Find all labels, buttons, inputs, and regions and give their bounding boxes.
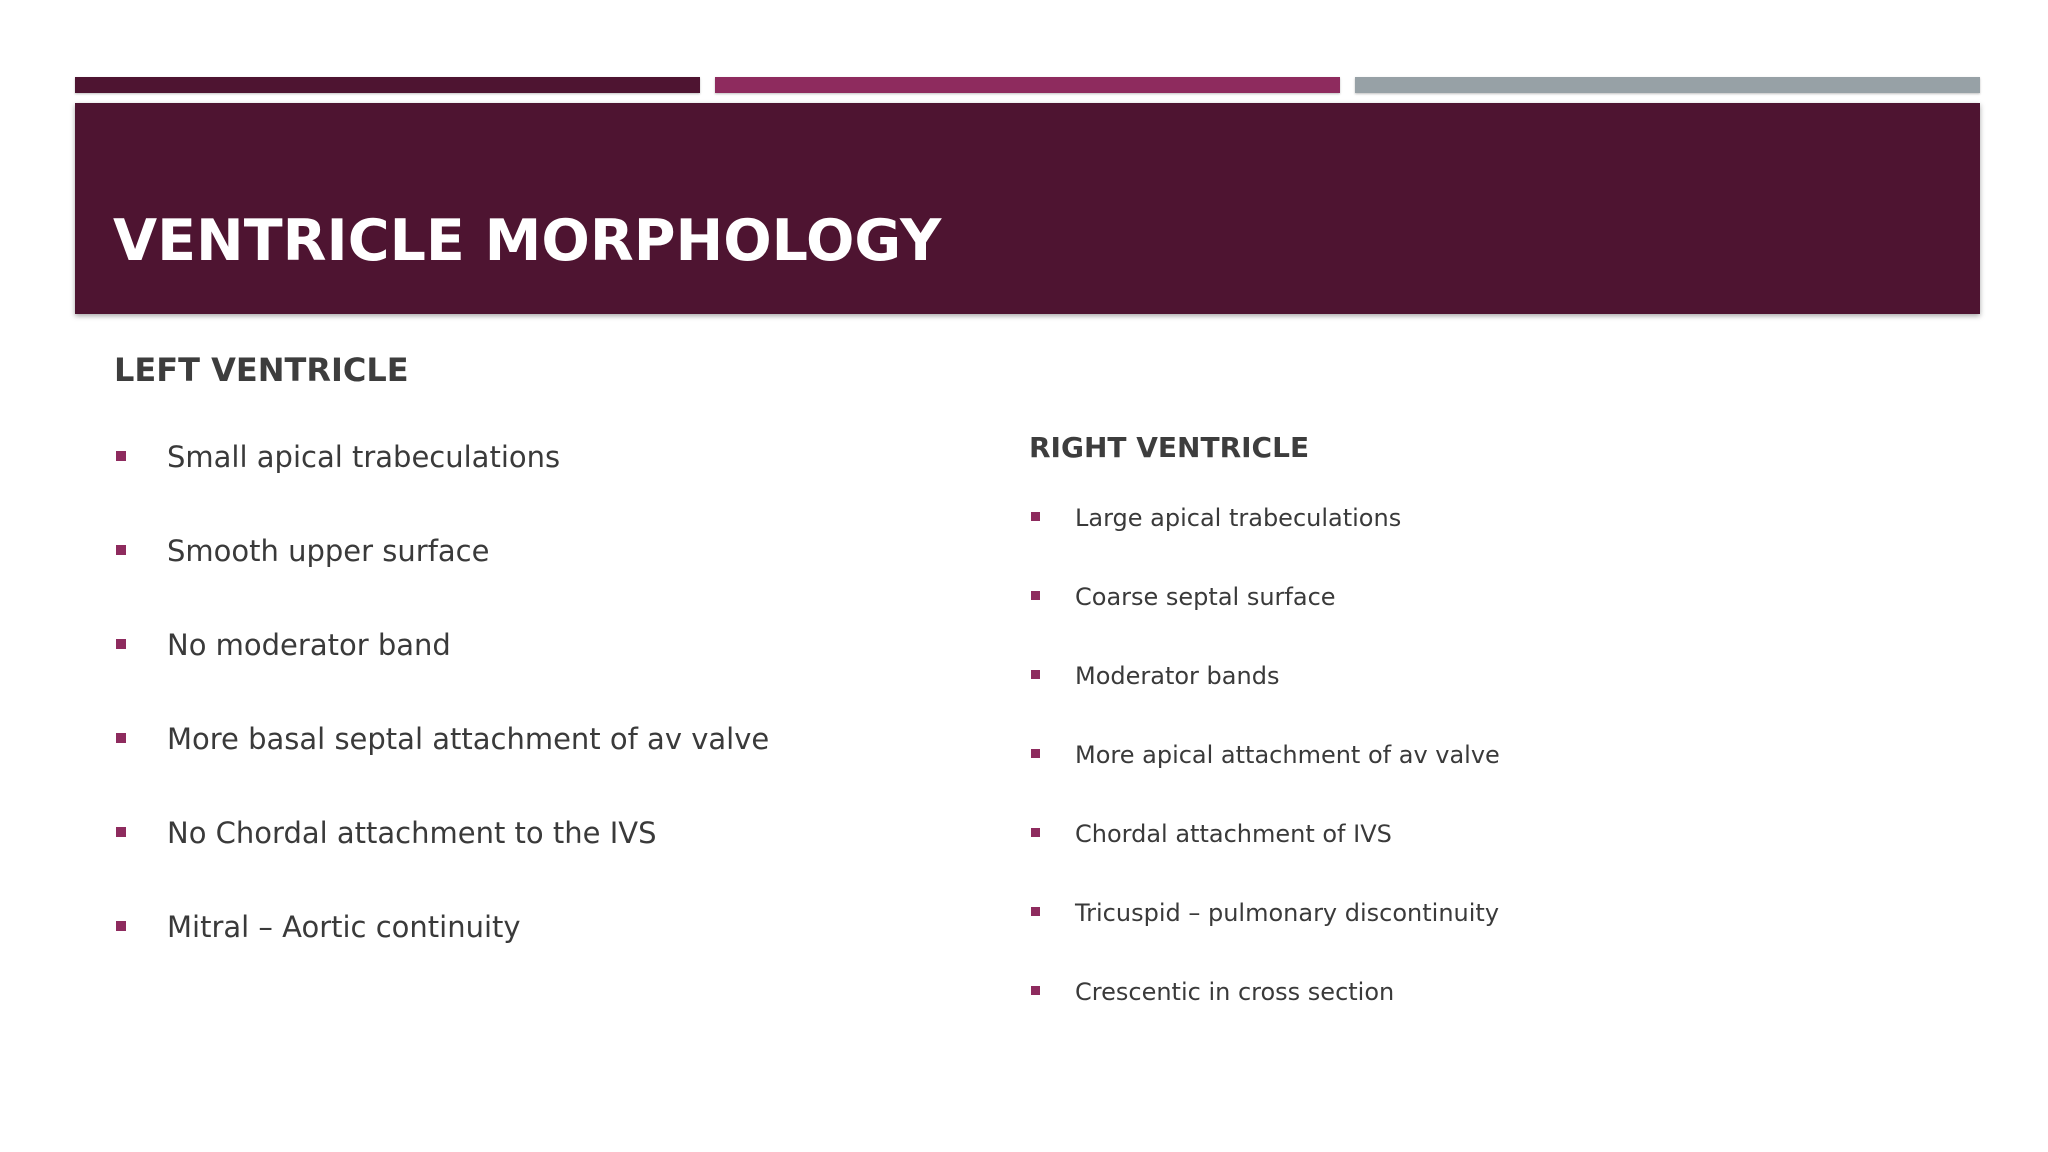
square-bullet-icon [116, 545, 126, 555]
list-item-text: No Chordal attachment to the IVS [167, 816, 657, 850]
slide-title: VENTRICLE MORPHOLOGY [113, 208, 942, 274]
list-item-text: More apical attachment of av valve [1075, 741, 1500, 769]
square-bullet-icon [1031, 828, 1040, 837]
square-bullet-icon [116, 921, 126, 931]
square-bullet-icon [116, 733, 126, 743]
square-bullet-icon [1031, 670, 1040, 679]
title-banner [75, 103, 1980, 314]
list-item-text: Coarse septal surface [1075, 583, 1336, 611]
list-item-text: Tricuspid – pulmonary discontinuity [1075, 899, 1500, 927]
accent-bar-gray [1355, 77, 1980, 93]
list-item-text: Small apical trabeculations [167, 440, 561, 474]
accent-bar-magenta [715, 77, 1340, 93]
list-item-text: More basal septal attachment of av valve [167, 722, 770, 756]
left-ventricle-heading: LEFT VENTRICLE [114, 351, 409, 389]
list-item-text: Mitral – Aortic continuity [167, 910, 521, 944]
square-bullet-icon [1031, 749, 1040, 758]
square-bullet-icon [116, 639, 126, 649]
list-item-text: No moderator band [167, 628, 451, 662]
list-item-text: Smooth upper surface [167, 534, 490, 568]
square-bullet-icon [116, 451, 126, 461]
square-bullet-icon [116, 827, 126, 837]
square-bullet-icon [1031, 907, 1040, 916]
accent-bar-dark [75, 77, 700, 93]
list-item-text: Moderator bands [1075, 662, 1280, 690]
list-item-text: Crescentic in cross section [1075, 978, 1395, 1006]
square-bullet-icon [1031, 512, 1040, 521]
right-ventricle-heading: RIGHT VENTRICLE [1029, 431, 1310, 464]
square-bullet-icon [1031, 591, 1040, 600]
square-bullet-icon [1031, 986, 1040, 995]
list-item-text: Large apical trabeculations [1075, 504, 1402, 532]
list-item-text: Chordal attachment of IVS [1075, 820, 1392, 848]
